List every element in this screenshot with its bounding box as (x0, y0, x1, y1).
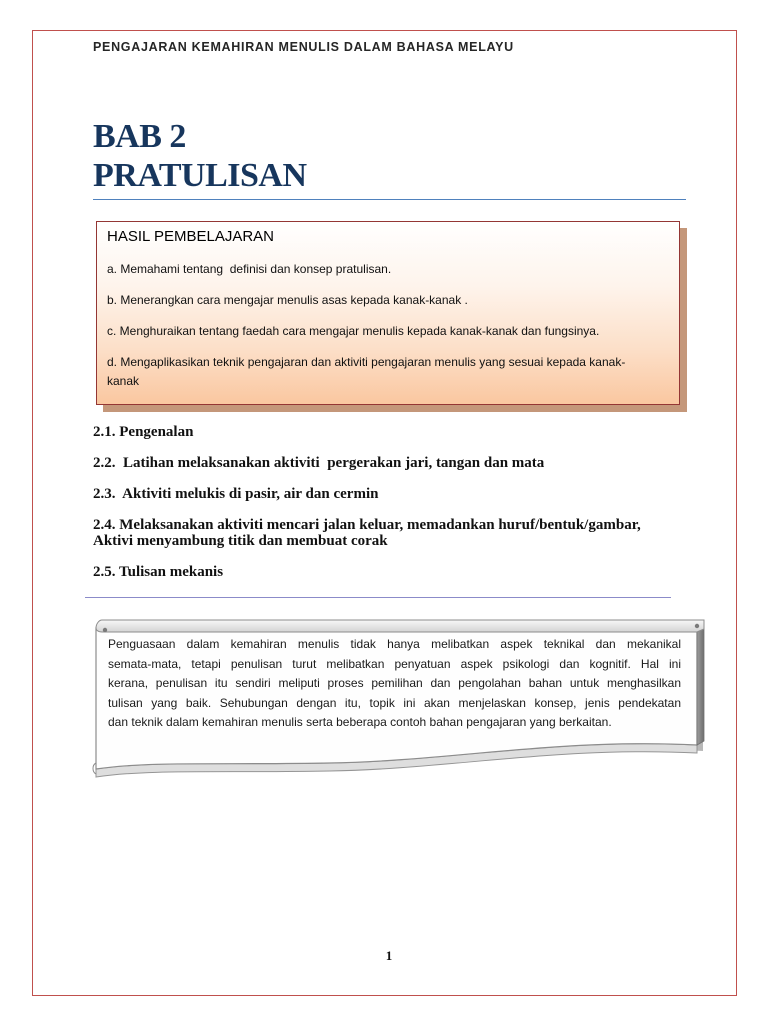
section-divider (85, 597, 671, 598)
contents-item (93, 564, 693, 580)
introduction-line: tulisan yang baik. Sehubungan dengan itu, topik ini akan menjelaskan konsep, jenis pendekatan (108, 695, 681, 710)
chapter-contents-list (93, 424, 693, 595)
learning-outcomes-heading: HASIL PEMBELAJARAN (107, 228, 274, 245)
introduction-line: dan teknik dalam kemahiran menulis serta beberapa contoh bahan pengajaran yang berkaitan. (108, 715, 612, 729)
contents-item-text-continued: Aktivi menyambung titik dan membuat corak (93, 533, 388, 549)
chapter-title-underline (93, 199, 686, 200)
learning-outcome-item: d. Mengaplikasikan teknik pengajaran dan aktiviti pengajaran menulis yang sesuai kepada kanak-kanak (107, 355, 626, 388)
chapter-number: BAB 2 (93, 118, 186, 155)
chapter-title: PRATULISAN (93, 157, 307, 194)
introduction-line: semata-mata, tetapi penulisan turut melibatkan penyatuan aspek psikologi dan kognitif. Hal ini (108, 656, 681, 671)
learning-outcome-item: a. Memahami tentang definisi dan konsep pratulisan. (107, 262, 392, 276)
contents-item-text: 2.4. Melaksanakan aktiviti mencari jalan keluar, memadankan huruf/bentuk/gambar, (93, 517, 641, 533)
learning-outcome-item: b. Menerangkan cara mengajar menulis asas kepada kanak-kanak . (107, 293, 468, 307)
contents-item (93, 455, 693, 471)
learning-outcomes-box (96, 221, 680, 405)
scroll-right-edge (697, 622, 704, 745)
introduction-text (108, 635, 681, 733)
scroll-left-curl (103, 628, 107, 632)
introduction-line: Penguasaan dalam kemahiran menulis tidak hanya melibatkan aspek teknikal dan mekanikal (108, 637, 681, 651)
contents-item-text: 2.2. Latihan melaksanakan aktiviti pergerakan jari, tangan dan mata (93, 455, 545, 471)
page-number: 1 (385, 948, 393, 963)
contents-item (93, 424, 693, 440)
learning-outcome-item: c. Menghuraikan tentang faedah cara mengajar menulis kepada kanak-kanak dan fungsinya. (107, 324, 600, 338)
scroll-right-curl (695, 624, 699, 628)
contents-item (93, 517, 693, 549)
introduction-line: kerana, penulisan itu sendiri meliputi proses pemilihan dan pengolahan bahan untuk menghasilkan (108, 676, 681, 690)
contents-item-text: 2.5. Tulisan mekanis (93, 564, 224, 580)
scroll-top-roll (96, 620, 704, 632)
contents-item (93, 486, 693, 502)
running-header: PENGAJARAN KEMAHIRAN MENULIS DALAM BAHASA MELAYU (93, 40, 514, 54)
contents-item-text: 2.1. Pengenalan (93, 424, 194, 440)
contents-item-text: 2.3. Aktiviti melukis di pasir, air dan cermin (93, 486, 379, 502)
